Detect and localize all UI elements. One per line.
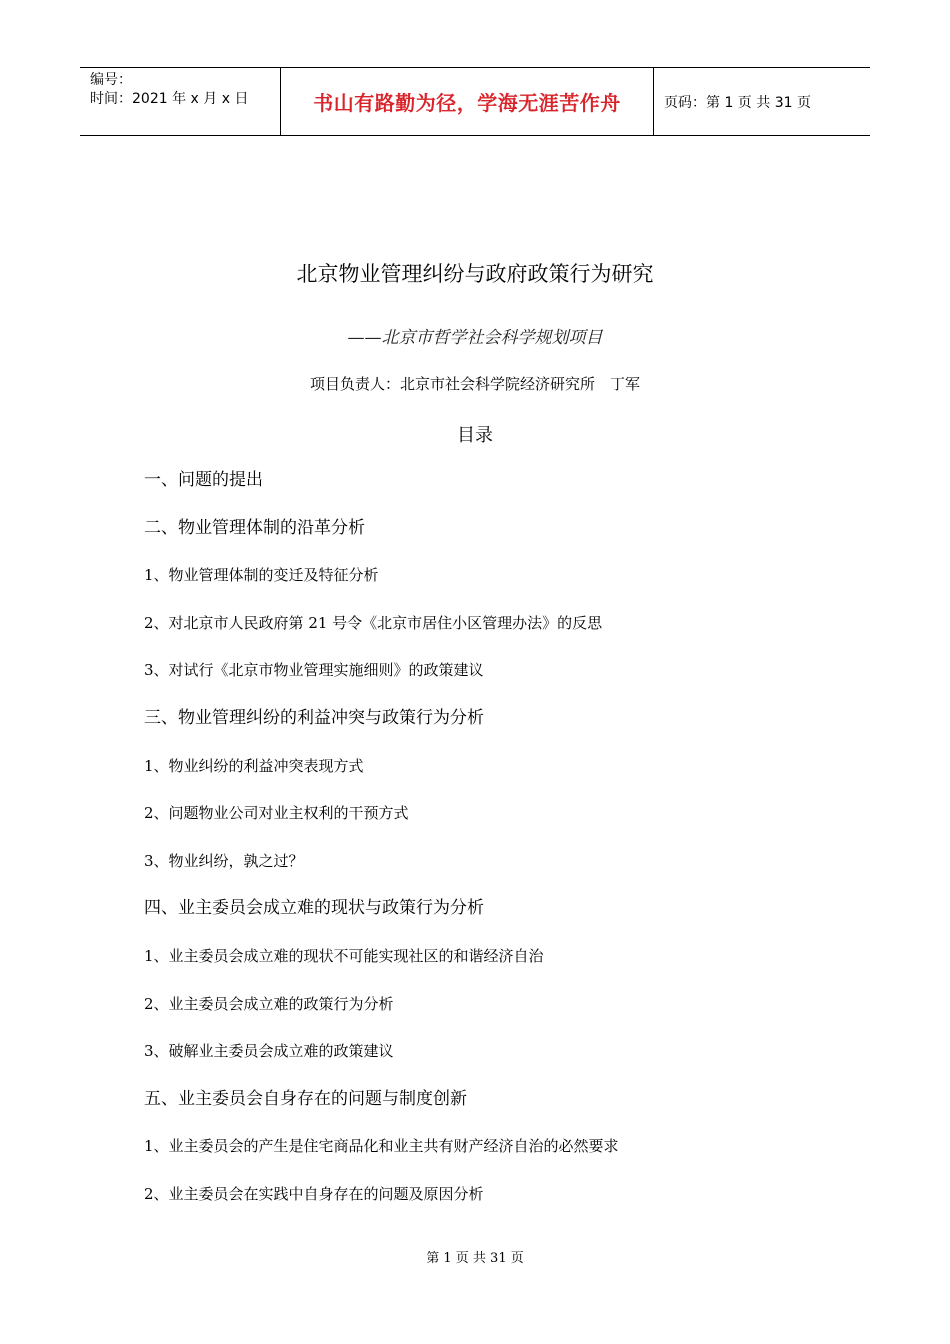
toc-item[interactable]: 2、问题物业公司对业主权利的干预方式 bbox=[144, 804, 409, 823]
toc-item[interactable]: 1、业主委员会的产生是住宅商品化和业主共有财产经济自治的必然要求 bbox=[144, 1137, 619, 1156]
toc-item[interactable]: 五、业主委员会自身存在的问题与制度创新 bbox=[144, 1088, 467, 1109]
document-date-label: 时间：2021 年 x 月 x 日 bbox=[90, 91, 249, 107]
toc-item[interactable]: 三、物业管理纠纷的利益冲突与政策行为分析 bbox=[144, 707, 484, 728]
header-page-info: 页码：第 1 页 共 31 页 bbox=[664, 94, 811, 111]
toc-item[interactable]: 3、物业纠纷，孰之过？ bbox=[144, 851, 304, 870]
header-meta bbox=[80, 68, 281, 135]
header-table bbox=[80, 67, 870, 136]
toc-item[interactable]: 2、业主委员会在实践中自身存在的问题及原因分析 bbox=[144, 1184, 484, 1203]
toc-item[interactable]: 1、业主委员会成立难的现状不可能实现社区的和谐经济自治 bbox=[144, 946, 544, 965]
toc-item[interactable]: 1、物业纠纷的利益冲突表现方式 bbox=[144, 756, 364, 775]
toc-item[interactable]: 2、对北京市人民政府第 21 号令《北京市居住小区管理办法》的反思 bbox=[144, 613, 603, 632]
toc-item[interactable]: 3、对试行《北京市物业管理实施细则》的政策建议 bbox=[144, 661, 484, 680]
header-motto: 书山有路勤为径，学海无涯苦作舟 bbox=[281, 68, 654, 135]
toc-item[interactable]: 一、问题的提出 bbox=[144, 470, 263, 490]
table-of-contents bbox=[144, 466, 864, 1228]
toc-item[interactable]: 二、物业管理体制的沿革分析 bbox=[144, 517, 365, 538]
toc-item[interactable]: 四、业主委员会成立难的现状与政策行为分析 bbox=[144, 898, 484, 919]
document-number-label: 编号： bbox=[90, 72, 132, 88]
document-subtitle: ——北京市哲学社会科学规划项目 bbox=[347, 328, 603, 348]
toc-item[interactable]: 3、破解业主委员会成立难的政策建议 bbox=[144, 1042, 394, 1061]
toc-heading: 目录 bbox=[457, 425, 493, 446]
toc-item[interactable]: 2、业主委员会成立难的政策行为分析 bbox=[144, 994, 394, 1013]
page-footer: 第 1 页 共 31 页 bbox=[426, 1251, 524, 1266]
project-leader: 项目负责人：北京市社会科学院经济研究所 丁军 bbox=[309, 375, 640, 393]
document-title: 北京物业管理纠纷与政府政策行为研究 bbox=[296, 262, 654, 286]
toc-item[interactable]: 1、物业管理体制的变迁及特征分析 bbox=[144, 566, 379, 585]
